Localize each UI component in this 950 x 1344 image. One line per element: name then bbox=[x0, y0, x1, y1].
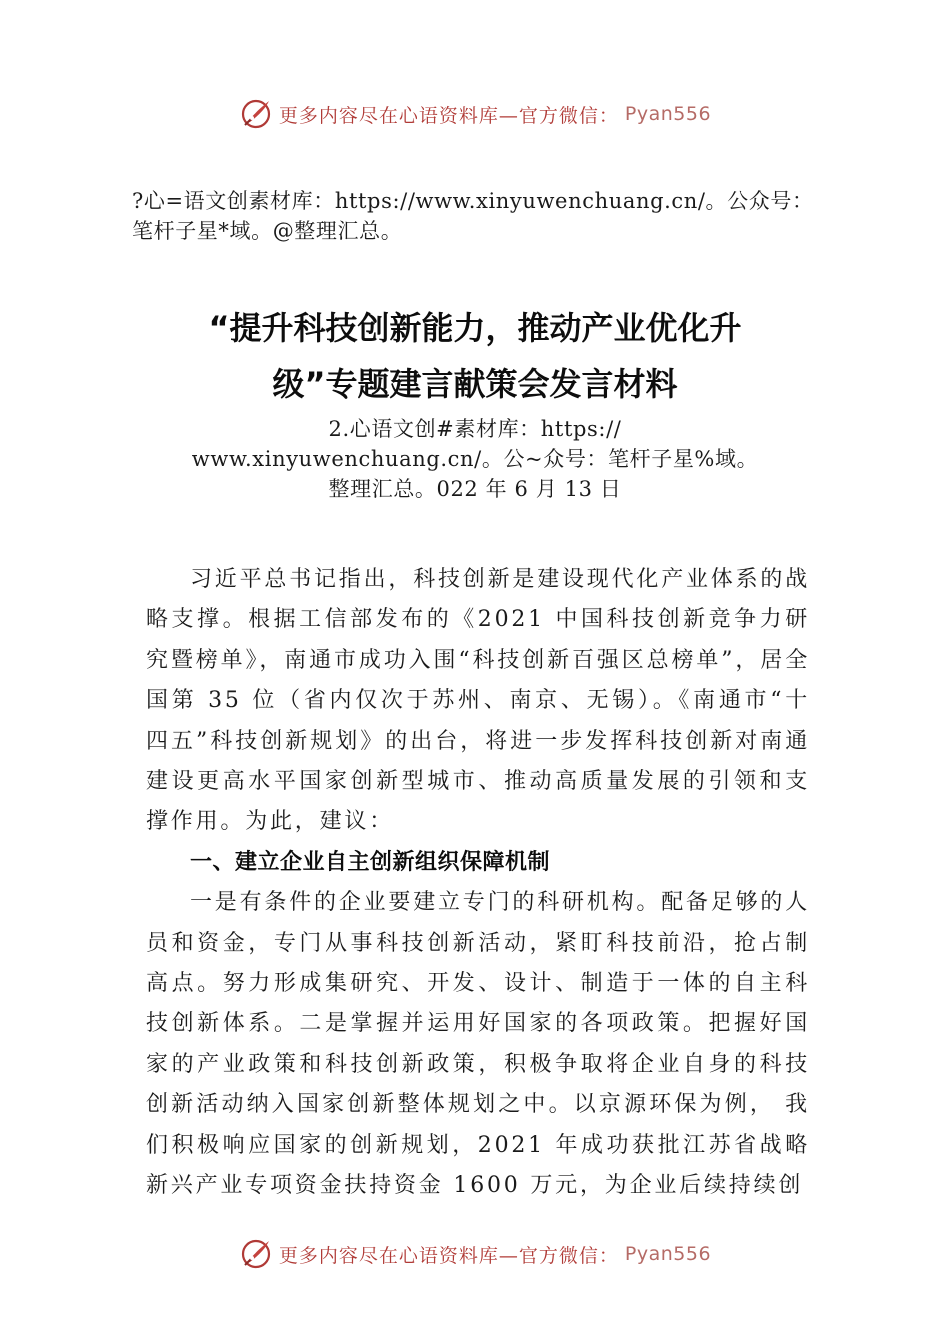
banner-text: 更多内容尽在心语资料库—官方微信： bbox=[278, 1244, 619, 1267]
source-note: ?心=语文创素材库：https://www.xinyuwenchuang.cn/。公众号：笔杆子星*域。@整理汇总。 bbox=[132, 189, 814, 243]
banner-wechat-id: Pyan556 bbox=[624, 103, 712, 125]
banner-text: 更多内容尽在心语资料库—官方微信： bbox=[278, 104, 619, 127]
title-line-1: “提升科技创新能力，推动产业优化升 bbox=[208, 309, 742, 347]
subtitle-line-3: 整理汇总。022 年 6 月 13 日 bbox=[328, 477, 622, 501]
title-line-2: 级”专题建言献策会发言材料 bbox=[272, 365, 678, 403]
section-heading-1: 一、建立企业自主创新组织保障机制 bbox=[190, 849, 551, 875]
subtitle-block bbox=[160, 414, 790, 504]
banner-wechat-id: Pyan556 bbox=[624, 1243, 712, 1265]
footer-banner bbox=[0, 1234, 950, 1274]
paragraph-intro: 习近平总书记指出，科技创新是建设现代化产业体系的战略支撑。根据工信部发布的《2021 中国科技创新竞争力研究暨榜单》，南通市成功入围“科技创新百强区总榜单”，居全国第 35 位（省内仅次于苏州、南京、无锡）。《南通市“十四五”科技创新规划》的出台，将进一步发挥科技创新对南通建设更高水平国家创新型城市、推动高质量发展的引领和支撑作用。为此，建议： bbox=[146, 567, 811, 835]
quill-logo-icon bbox=[239, 1237, 273, 1271]
document-body bbox=[146, 560, 810, 1207]
header-banner bbox=[0, 94, 950, 134]
subtitle-line-2: www.xinyuwenchuang.cn/。公~众号：笔杆子星%域。 bbox=[191, 447, 759, 471]
document-title bbox=[120, 300, 830, 412]
quill-logo-icon bbox=[239, 97, 273, 131]
subtitle-line-1: 2.心语文创#素材库：https:// bbox=[328, 417, 622, 441]
paragraph-section-1: 一是有条件的企业要建立专门的科研机构。配备足够的人员和资金，专门从事科技创新活动，紧盯科技前沿，抢占制高点。努力形成集研究、开发、设计、制造于一体的自主科技创新体系。二是掌握并运用好国家的各项政策。把握好国家的产业政策和科技创新政策，积极争取将企业自身的科技创新活动纳入国家创新整体规划之中。以京源环保为例， 我们积极响应国家的创新规划，2021 年成功获批江苏省战略新兴产业专项资金扶持资金 1600 万元，为企业后续持续创 bbox=[146, 890, 811, 1199]
